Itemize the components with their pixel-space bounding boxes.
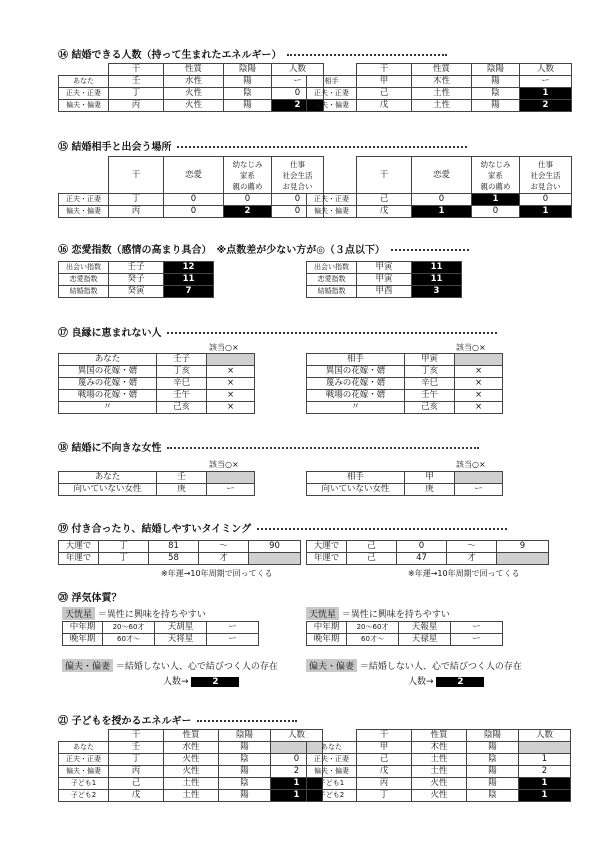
table-cell: 子ども1 bbox=[307, 778, 357, 790]
table-cell: 甲寅 bbox=[357, 262, 412, 274]
table-cell: 陰 bbox=[472, 88, 520, 100]
s20-right-hen bbox=[306, 659, 522, 672]
table-cell: 癸寅 bbox=[109, 286, 164, 298]
s21-left-table bbox=[58, 729, 323, 802]
table-cell: 丁 bbox=[357, 790, 412, 802]
table-cell: 干 bbox=[109, 730, 164, 742]
table-cell: 陽 bbox=[224, 76, 272, 88]
table-cell: 晩年期 bbox=[63, 634, 103, 646]
table-cell: あなた bbox=[59, 354, 157, 366]
table-cell: 正夫・正妻 bbox=[59, 754, 109, 766]
table-cell: 0 bbox=[272, 88, 324, 100]
table-cell: 子ども1 bbox=[59, 778, 109, 790]
table-cell: ー bbox=[207, 634, 259, 646]
table-cell: 1 bbox=[412, 206, 472, 218]
table-cell: 年運で bbox=[307, 553, 347, 565]
table-cell: × bbox=[207, 390, 255, 402]
table-cell: 1 bbox=[472, 194, 520, 206]
table-cell: 陰 bbox=[219, 778, 271, 790]
table-cell: 81 bbox=[149, 541, 199, 553]
s20-left-hen bbox=[62, 659, 278, 672]
text-label: 2 bbox=[436, 677, 484, 687]
table-cell: × bbox=[455, 402, 503, 414]
table-cell: 壬子 bbox=[157, 354, 207, 366]
table-cell: 陽 bbox=[219, 742, 271, 754]
table-cell: 甲寅 bbox=[357, 274, 412, 286]
table-cell: 庚 bbox=[157, 484, 207, 496]
table-cell: 性質 bbox=[164, 730, 219, 742]
s19-left-table bbox=[58, 540, 301, 565]
table-cell: 丙 bbox=[109, 100, 164, 112]
table-cell: 陰陽 bbox=[219, 730, 271, 742]
text-label: 偏夫・偏妻 bbox=[62, 659, 113, 672]
text-label: 仕事 bbox=[290, 159, 305, 169]
table-cell: 1 bbox=[519, 790, 571, 802]
table-cell: 性質 bbox=[164, 64, 224, 76]
table-cell: 己亥 bbox=[157, 402, 207, 414]
table-cell: 土性 bbox=[412, 766, 467, 778]
s20-right-tenkou bbox=[306, 607, 450, 620]
table-cell: 蔑みの花嫁・婿 bbox=[59, 378, 157, 390]
table-cell: 7 bbox=[164, 286, 214, 298]
table-cell: 干 bbox=[109, 157, 164, 194]
table-cell bbox=[455, 472, 503, 484]
table-cell: 正夫・正妻 bbox=[59, 88, 109, 100]
text-label: 幼なじみ bbox=[480, 159, 511, 169]
table-cell: 陽 bbox=[219, 766, 271, 778]
text-label: 家系 bbox=[240, 170, 255, 180]
table-cell: 才 bbox=[199, 553, 249, 565]
text-label: 幼なじみ bbox=[232, 159, 263, 169]
section-17-title bbox=[58, 324, 497, 339]
table-cell: 〃 bbox=[307, 402, 405, 414]
table-cell: 結婚指数 bbox=[307, 286, 357, 298]
s14-left-table bbox=[58, 63, 324, 112]
s20-left-table bbox=[62, 621, 259, 646]
table-cell: 陰 bbox=[219, 754, 271, 766]
s14-right-table bbox=[306, 63, 572, 112]
table-cell: 木性 bbox=[412, 76, 472, 88]
table-cell: 土性 bbox=[412, 88, 472, 100]
table-cell: 20〜60才 bbox=[347, 622, 399, 634]
table-cell: 2 bbox=[272, 100, 324, 112]
table-cell: 2 bbox=[224, 206, 272, 218]
table-cell: 恋愛 bbox=[412, 157, 472, 194]
table-cell: 晩年期 bbox=[307, 634, 347, 646]
s18-left-note: 該当○× bbox=[209, 460, 239, 469]
table-cell: 甲酉 bbox=[357, 286, 412, 298]
table-cell: 干 bbox=[357, 157, 412, 194]
table-cell: 2 bbox=[519, 766, 571, 778]
table-cell: 偏夫・偏妻 bbox=[59, 100, 109, 112]
s16-right-table bbox=[306, 261, 462, 298]
table-cell: × bbox=[455, 378, 503, 390]
table-cell: 0 bbox=[520, 194, 572, 206]
table-cell: 人数 bbox=[271, 730, 323, 742]
table-cell bbox=[472, 157, 520, 194]
table-cell: 丙 bbox=[109, 766, 164, 778]
table-cell: 恋愛 bbox=[164, 157, 224, 194]
text-label: 家系 bbox=[488, 170, 503, 180]
table-cell: 壬 bbox=[157, 472, 207, 484]
table-cell: 11 bbox=[412, 262, 462, 274]
table-cell: 58 bbox=[149, 553, 199, 565]
table-cell bbox=[249, 553, 301, 565]
table-cell: 性質 bbox=[412, 64, 472, 76]
s19-left-note: ※年運→10年周期で回ってくる bbox=[161, 569, 273, 578]
table-cell: 丙 bbox=[357, 778, 412, 790]
table-cell: 0 bbox=[271, 754, 323, 766]
table-cell bbox=[520, 157, 572, 194]
table-cell: 陰 bbox=[467, 790, 519, 802]
table-cell: × bbox=[455, 366, 503, 378]
table-cell: 陽 bbox=[467, 766, 519, 778]
table-cell: 90 bbox=[249, 541, 301, 553]
table-cell: 木性 bbox=[412, 742, 467, 754]
section-14-title bbox=[58, 46, 447, 61]
s15-right-table bbox=[306, 156, 572, 218]
table-cell: あなた bbox=[59, 472, 157, 484]
table-cell: 才 bbox=[447, 553, 497, 565]
table-cell: 年運で bbox=[59, 553, 99, 565]
table-cell: 火性 bbox=[412, 778, 467, 790]
s18-right-note: 該当○× bbox=[456, 460, 486, 469]
table-cell: 偏夫・偏妻 bbox=[307, 766, 357, 778]
table-cell: 0 bbox=[272, 194, 324, 206]
s21-right-table bbox=[306, 729, 571, 802]
table-cell: 火性 bbox=[412, 790, 467, 802]
s20-right-table bbox=[306, 621, 503, 646]
s18-left-table bbox=[58, 471, 255, 496]
table-cell: 偏夫・偏妻 bbox=[307, 100, 357, 112]
table-cell: 辛巳 bbox=[405, 378, 455, 390]
table-cell: 己 bbox=[357, 88, 412, 100]
text-label: ㉑ 子どもを授かるエネルギー bbox=[58, 716, 192, 727]
table-cell bbox=[307, 730, 357, 742]
table-cell bbox=[59, 730, 109, 742]
table-cell: 己亥 bbox=[405, 402, 455, 414]
table-cell: ー bbox=[451, 622, 503, 634]
table-cell: 異国の花嫁・婿 bbox=[307, 366, 405, 378]
table-cell: 恋愛指数 bbox=[59, 274, 109, 286]
table-cell: 〜 bbox=[199, 541, 249, 553]
table-cell: 性質 bbox=[412, 730, 467, 742]
text-label: 天恍星 bbox=[306, 607, 339, 620]
s20-left-tenkou bbox=[62, 607, 206, 620]
s19-right-note: ※年運→10年周期で回ってくる bbox=[408, 569, 520, 578]
table-cell: 火性 bbox=[164, 100, 224, 112]
text-label: 仕事 bbox=[538, 159, 553, 169]
s17-left-table bbox=[58, 353, 255, 414]
table-cell bbox=[59, 64, 109, 76]
table-cell: 干 bbox=[357, 730, 412, 742]
table-cell: 天禄星 bbox=[399, 634, 451, 646]
table-cell: 人数 bbox=[519, 730, 571, 742]
s17-left-note: 該当○× bbox=[209, 343, 239, 352]
text-label: ⑲ 付き合ったり、結婚しやすいタイミング bbox=[58, 524, 252, 535]
section-15-title bbox=[58, 138, 467, 153]
table-cell: ー bbox=[455, 484, 503, 496]
table-cell bbox=[307, 157, 357, 194]
table-cell: 丁亥 bbox=[157, 366, 207, 378]
table-cell: 1 bbox=[520, 88, 572, 100]
table-cell: 中年期 bbox=[307, 622, 347, 634]
s18-right-table bbox=[306, 471, 503, 496]
table-cell: 壬午 bbox=[157, 390, 207, 402]
table-cell: あなた bbox=[307, 742, 357, 754]
table-cell: 己 bbox=[357, 194, 412, 206]
table-cell: 1 bbox=[271, 790, 323, 802]
table-cell bbox=[497, 553, 549, 565]
table-cell: 甲 bbox=[357, 742, 412, 754]
table-cell: あなた bbox=[59, 742, 109, 754]
section-20-title bbox=[58, 589, 121, 604]
table-cell: 出会い指数 bbox=[59, 262, 109, 274]
s19-right-table bbox=[306, 540, 549, 565]
table-cell: 異国の花嫁・婿 bbox=[59, 366, 157, 378]
table-cell: 天将星 bbox=[155, 634, 207, 646]
table-cell: 水性 bbox=[164, 742, 219, 754]
text-label: 親の薦め bbox=[232, 181, 263, 191]
table-cell: 1 bbox=[519, 754, 571, 766]
table-cell: 戊 bbox=[357, 766, 412, 778]
section-19-title bbox=[58, 520, 507, 535]
table-cell: 60才〜 bbox=[347, 634, 399, 646]
table-cell: 火性 bbox=[164, 766, 219, 778]
table-cell: 火性 bbox=[164, 754, 219, 766]
table-cell bbox=[455, 354, 503, 366]
table-cell: 陽 bbox=[224, 100, 272, 112]
text-label: ＝結婚しない人、心で結びつく人の存在 bbox=[359, 662, 522, 672]
table-cell: 結婚指数 bbox=[59, 286, 109, 298]
table-cell: 0 bbox=[397, 541, 447, 553]
table-cell: 壬午 bbox=[405, 390, 455, 402]
table-cell: あなた bbox=[59, 76, 109, 88]
table-cell: 戊 bbox=[357, 100, 412, 112]
table-cell: 〜 bbox=[447, 541, 497, 553]
table-cell: 火性 bbox=[164, 88, 224, 100]
section-16-title bbox=[58, 241, 469, 256]
table-cell: 陰陽 bbox=[467, 730, 519, 742]
table-cell: 2 bbox=[271, 766, 323, 778]
table-cell: 大運で bbox=[59, 541, 99, 553]
text-label: 人数→ bbox=[408, 677, 434, 687]
text-label: お見合い bbox=[282, 181, 313, 191]
table-cell: 戦場の花嫁・婿 bbox=[59, 390, 157, 402]
text-label: 人数→ bbox=[163, 677, 189, 687]
text-label: 2 bbox=[191, 677, 239, 687]
table-cell: × bbox=[455, 390, 503, 402]
table-cell: 陰陽 bbox=[224, 64, 272, 76]
table-cell: 恋愛指数 bbox=[307, 274, 357, 286]
table-cell: 12 bbox=[164, 262, 214, 274]
table-cell: 天胡星 bbox=[155, 622, 207, 634]
table-cell: 子ども2 bbox=[307, 790, 357, 802]
table-cell: 天報星 bbox=[399, 622, 451, 634]
table-cell: 47 bbox=[397, 553, 447, 565]
table-cell: 丁 bbox=[109, 754, 164, 766]
table-cell: 子ども2 bbox=[59, 790, 109, 802]
table-cell: 20〜60才 bbox=[103, 622, 155, 634]
table-cell: 中年期 bbox=[63, 622, 103, 634]
text-label: 社会生活 bbox=[282, 170, 313, 180]
text-label: ⑮ 結婚相手と出会う場所 bbox=[58, 142, 172, 153]
table-cell: 丁 bbox=[99, 541, 149, 553]
table-cell: 11 bbox=[412, 274, 462, 286]
table-cell: 己 bbox=[357, 754, 412, 766]
table-cell: ー bbox=[451, 634, 503, 646]
section-18-title bbox=[58, 439, 479, 454]
table-cell: 干 bbox=[109, 64, 164, 76]
table-cell: 相手 bbox=[307, 472, 405, 484]
table-cell: 0 bbox=[224, 194, 272, 206]
s20-left-count bbox=[163, 674, 239, 687]
table-cell: 己 bbox=[347, 541, 397, 553]
table-cell: ー bbox=[207, 622, 259, 634]
table-cell: 庚 bbox=[405, 484, 455, 496]
section-21-title bbox=[58, 712, 297, 727]
table-cell: 土性 bbox=[164, 790, 219, 802]
table-cell bbox=[519, 742, 571, 754]
table-cell: 壬 bbox=[109, 742, 164, 754]
table-cell: 戊 bbox=[357, 206, 412, 218]
table-cell: 陽 bbox=[472, 100, 520, 112]
table-cell bbox=[207, 354, 255, 366]
table-cell bbox=[59, 157, 109, 194]
table-cell: 9 bbox=[497, 541, 549, 553]
table-cell: 戦場の花嫁・婿 bbox=[307, 390, 405, 402]
table-cell: 11 bbox=[164, 274, 214, 286]
table-cell: × bbox=[207, 378, 255, 390]
table-cell: 壬 bbox=[109, 76, 164, 88]
table-cell: 3 bbox=[412, 286, 462, 298]
table-cell: 丁亥 bbox=[405, 366, 455, 378]
table-cell: 〃 bbox=[59, 402, 157, 414]
table-cell: 丁 bbox=[109, 88, 164, 100]
table-cell: 甲寅 bbox=[405, 354, 455, 366]
text-label: ⑳ 浮気体質？ bbox=[58, 593, 122, 604]
table-cell: 偏夫・偏妻 bbox=[59, 766, 109, 778]
table-cell: 0 bbox=[272, 206, 324, 218]
table-cell: 1 bbox=[271, 778, 323, 790]
text-label: お見合い bbox=[530, 181, 561, 191]
table-cell: 相手 bbox=[307, 76, 357, 88]
table-cell: 丁 bbox=[109, 194, 164, 206]
table-cell: 相手 bbox=[307, 354, 405, 366]
table-cell bbox=[207, 472, 255, 484]
table-cell: 0 bbox=[412, 194, 472, 206]
table-cell bbox=[224, 157, 272, 194]
table-cell: 土性 bbox=[412, 754, 467, 766]
table-cell: × bbox=[207, 402, 255, 414]
table-cell: 癸子 bbox=[109, 274, 164, 286]
text-label: ＝結婚しない人、心で結びつく人の存在 bbox=[115, 662, 278, 672]
table-cell: 壬子 bbox=[109, 262, 164, 274]
table-cell: 正夫・正妻 bbox=[59, 194, 109, 206]
table-cell: 陽 bbox=[467, 742, 519, 754]
table-cell: 己 bbox=[347, 553, 397, 565]
table-cell: 土性 bbox=[164, 778, 219, 790]
table-cell: 0 bbox=[472, 206, 520, 218]
s20-right-count bbox=[408, 674, 484, 687]
table-cell: 陽 bbox=[219, 790, 271, 802]
table-cell: ー bbox=[520, 76, 572, 88]
text-label: 天恍星 bbox=[62, 607, 95, 620]
table-cell: 蔑みの花嫁・婿 bbox=[307, 378, 405, 390]
table-cell: 正夫・正妻 bbox=[307, 194, 357, 206]
s17-right-note: 該当○× bbox=[456, 343, 486, 352]
table-cell: 陰陽 bbox=[472, 64, 520, 76]
text-label: ⑱ 結婚に不向きな女性 bbox=[58, 443, 162, 454]
text-label: ⑰ 良縁に恵まれない人 bbox=[58, 328, 162, 339]
s15-left-table bbox=[58, 156, 324, 218]
table-cell: 甲 bbox=[357, 76, 412, 88]
table-cell: 甲 bbox=[405, 472, 455, 484]
table-cell: 偏夫・偏妻 bbox=[59, 206, 109, 218]
table-cell: 偏夫・偏妻 bbox=[307, 206, 357, 218]
table-cell: 陰 bbox=[224, 88, 272, 100]
table-cell: 正夫・正妻 bbox=[307, 88, 357, 100]
table-cell: 陽 bbox=[467, 778, 519, 790]
table-cell: 戊 bbox=[109, 790, 164, 802]
table-cell: 辛巳 bbox=[157, 378, 207, 390]
table-cell: × bbox=[207, 366, 255, 378]
table-cell: 干 bbox=[357, 64, 412, 76]
text-label: 偏夫・偏妻 bbox=[306, 659, 357, 672]
table-cell: 水性 bbox=[164, 76, 224, 88]
table-cell: 0 bbox=[164, 206, 224, 218]
table-cell: 1 bbox=[520, 206, 572, 218]
text-label: ⑯ 恋愛指数（感情の高まり具合） ※点数差が少ない方が◎（３点以下） bbox=[58, 245, 385, 256]
text-label: ＝異性に興味を持ちやすい bbox=[97, 610, 206, 620]
table-cell: 土性 bbox=[412, 100, 472, 112]
table-cell: 出会い指数 bbox=[307, 262, 357, 274]
table-cell bbox=[307, 64, 357, 76]
text-label: 親の薦め bbox=[480, 181, 511, 191]
table-cell: 大運で bbox=[307, 541, 347, 553]
table-cell: 丁 bbox=[99, 553, 149, 565]
text-label: ＝異性に興味を持ちやすい bbox=[341, 610, 450, 620]
table-cell: 陽 bbox=[472, 76, 520, 88]
table-cell: 0 bbox=[164, 194, 224, 206]
s17-right-table bbox=[306, 353, 503, 414]
table-cell: 丙 bbox=[109, 206, 164, 218]
table-cell: 陰 bbox=[467, 754, 519, 766]
table-cell: 向いていない女性 bbox=[59, 484, 157, 496]
table-cell: ー bbox=[272, 76, 324, 88]
table-cell: ー bbox=[207, 484, 255, 496]
table-cell: 2 bbox=[520, 100, 572, 112]
s16-left-table bbox=[58, 261, 214, 298]
text-label: 社会生活 bbox=[530, 170, 561, 180]
table-cell: 1 bbox=[519, 778, 571, 790]
table-cell: 60才〜 bbox=[103, 634, 155, 646]
table-cell: 正夫・正妻 bbox=[307, 754, 357, 766]
table-cell: 人数 bbox=[272, 64, 324, 76]
table-cell: 人数 bbox=[520, 64, 572, 76]
table-cell: 向いていない女性 bbox=[307, 484, 405, 496]
text-label: ⑭ 結婚できる人数（持って生まれたエネルギー） bbox=[58, 50, 282, 61]
table-cell: 己 bbox=[109, 778, 164, 790]
